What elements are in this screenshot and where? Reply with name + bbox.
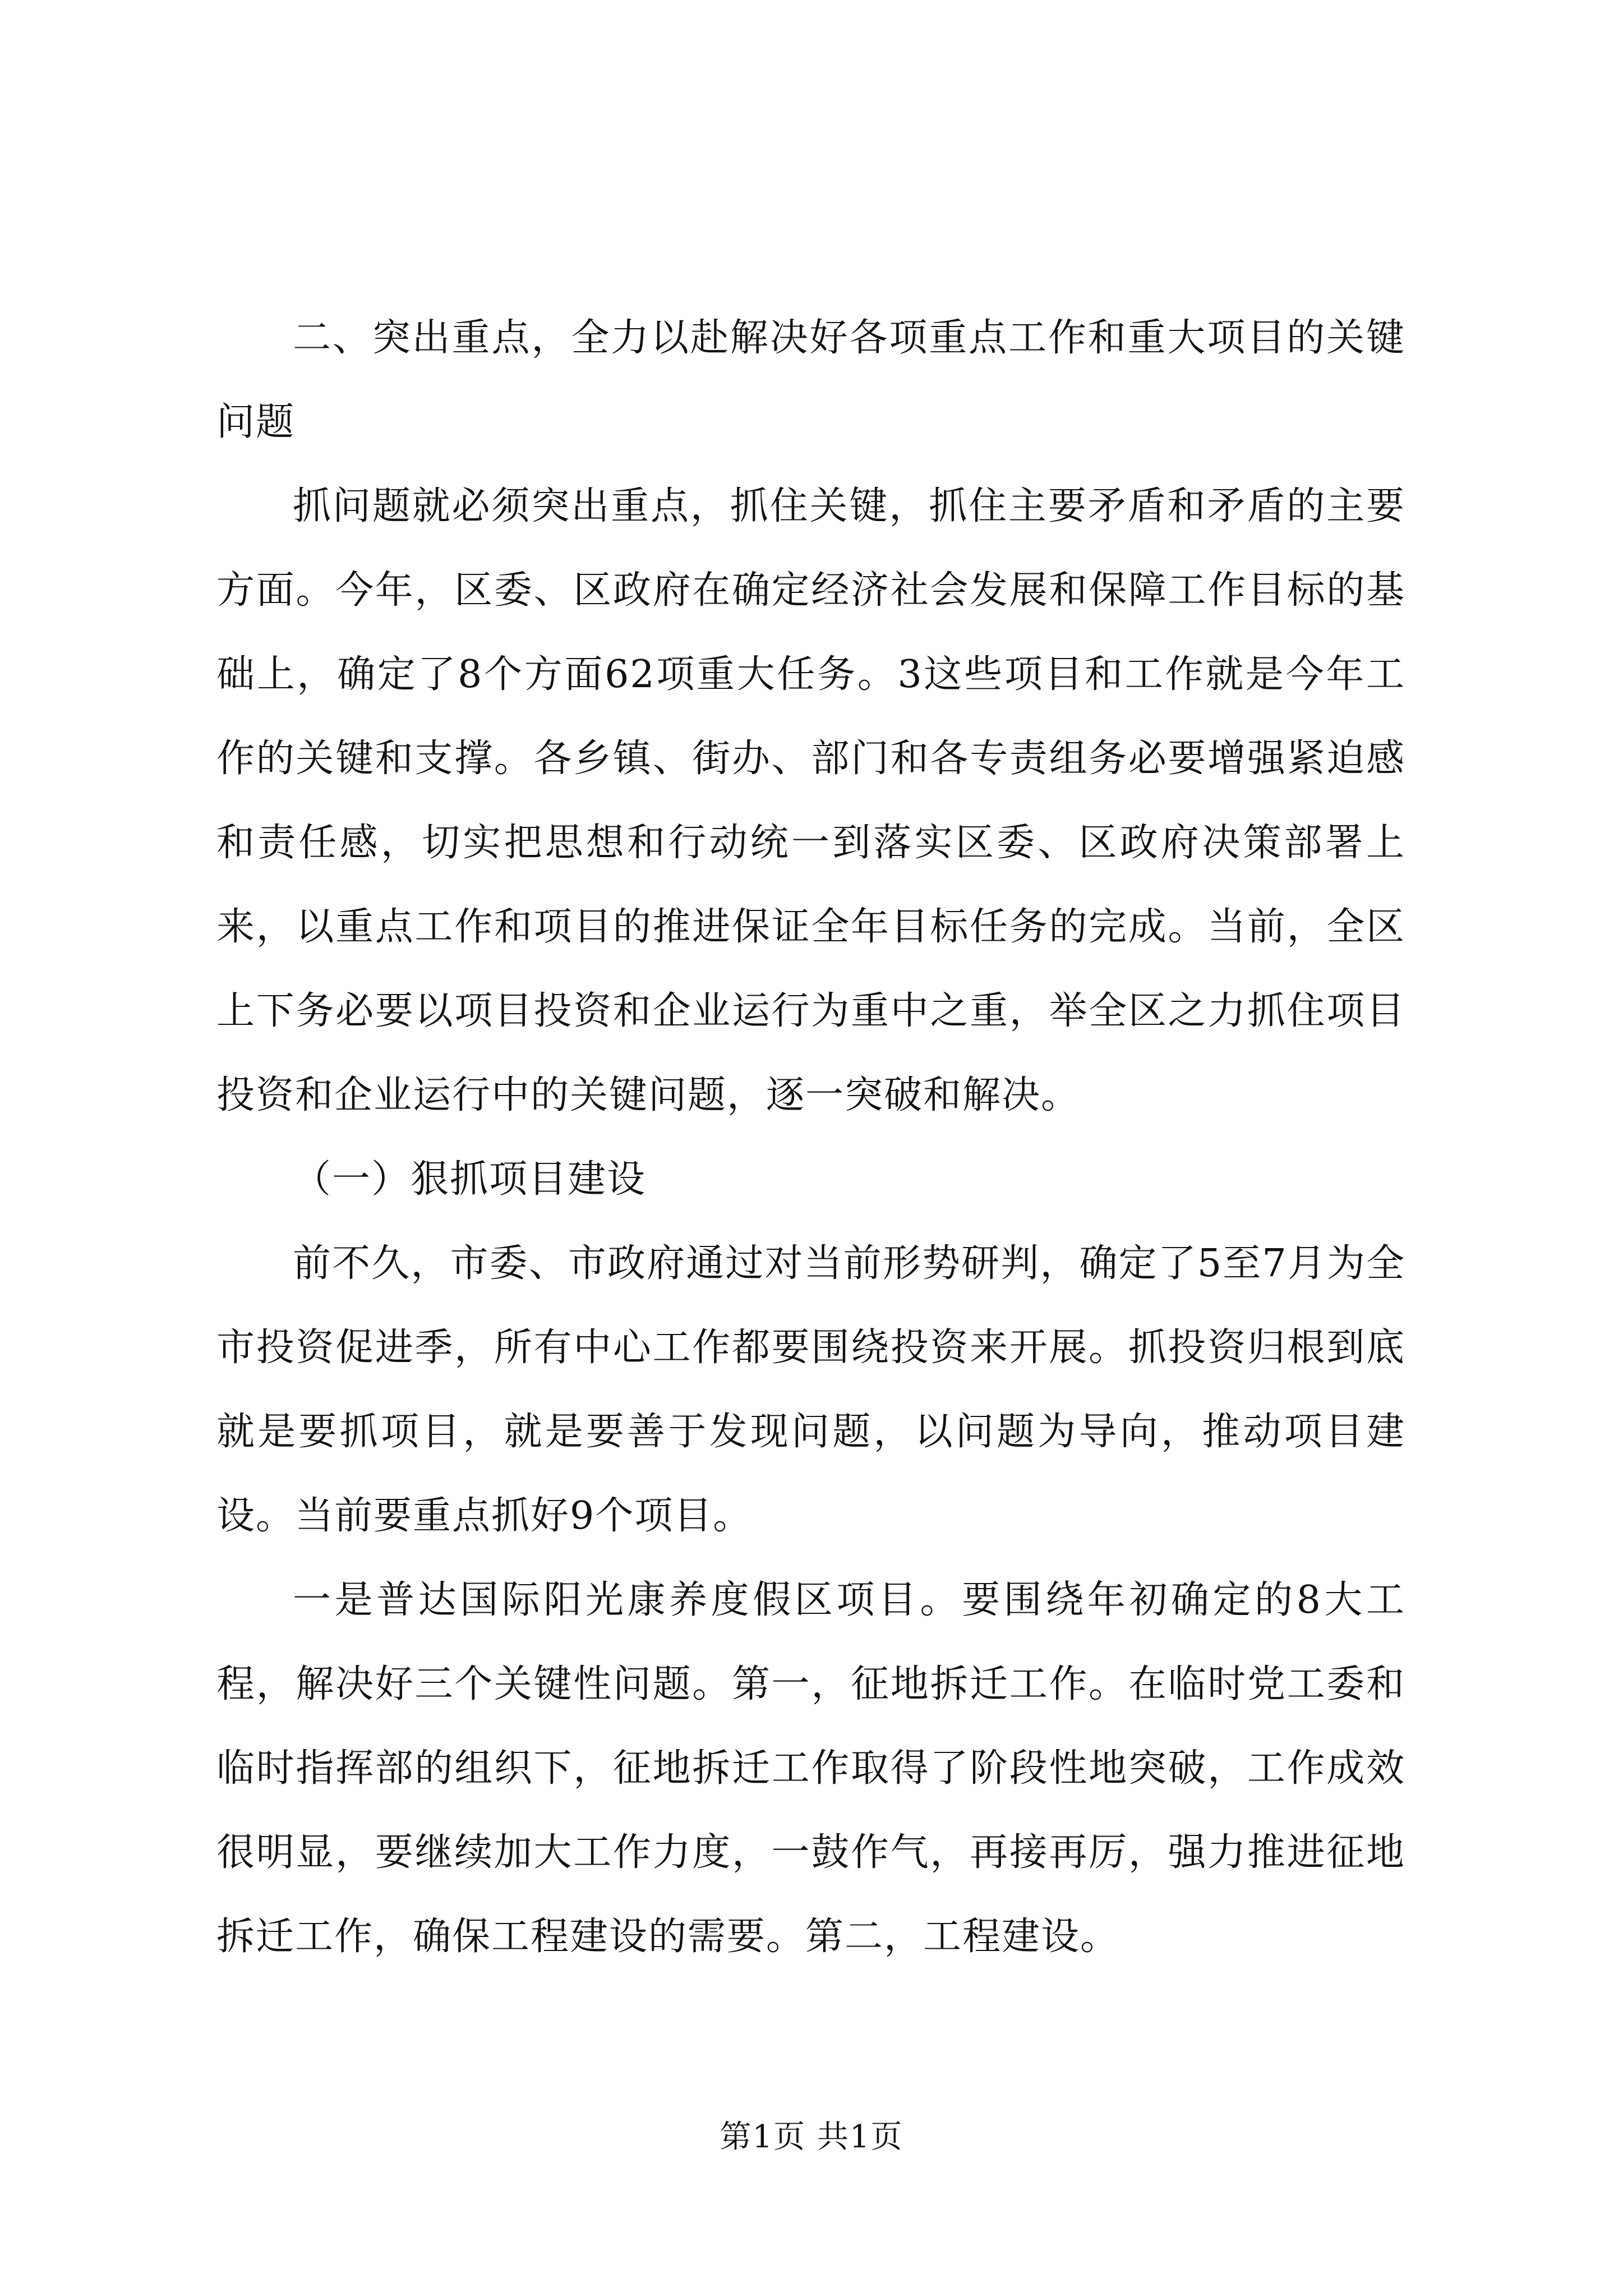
subsection-heading: （一）狠抓项目建设 [293, 1157, 647, 1202]
body-paragraph-1: 抓问题就必须突出重点，抓住关键，抓住主要矛盾和矛盾的主要方面。今年，区委、区政府在确定经济社会发展和保障工作目标的基础上，确定了8个方面62项重大任务。3这些项目和工作就是今年工作的关键和支撑。各乡镇、街办、部门和各专责组务必要增强紧迫感和责任感，切实把思想和行动统一到落实区委、区政府决策部署上来，以重点工作和项目的推进保证全年目标任务的完成。当前，全区上下务必要以项目投资和企业运行为重中之重，举全区之力抓住项目投资和企业运行中的关键问题，逐一突破和解决。 [216, 484, 1405, 1117]
page-footer: 第1页 共1页 [720, 2119, 903, 2155]
body-paragraph-2: 前不久，市委、市政府通过对当前形势研判，确定了5至7月为全市投资促进季，所有中心工作都要围绕投资来开展。抓投资归根到底就是要抓项目，就是要善于发现问题，以问题为导向，推动项目建设。当前要重点抓好9个项目。 [216, 1241, 1405, 1538]
body-paragraph-3: 一是普达国际阳光康养度假区项目。要围绕年初确定的8大工程，解决好三个关键性问题。第一，征地拆迁工作。在临时党工委和临时指挥部的组织下，征地拆迁工作取得了阶段性地突破，工作成效很明显，要继续加大工作力度，一鼓作气，再接再厉，强力推进征地拆迁工作，确保工程建设的需要。第二，工程建设。 [216, 1578, 1405, 1959]
document-body [216, 296, 1405, 1979]
section-heading: 二、突出重点，全力以赴解决好各项重点工作和重大项目的关键问题 [216, 316, 1405, 444]
